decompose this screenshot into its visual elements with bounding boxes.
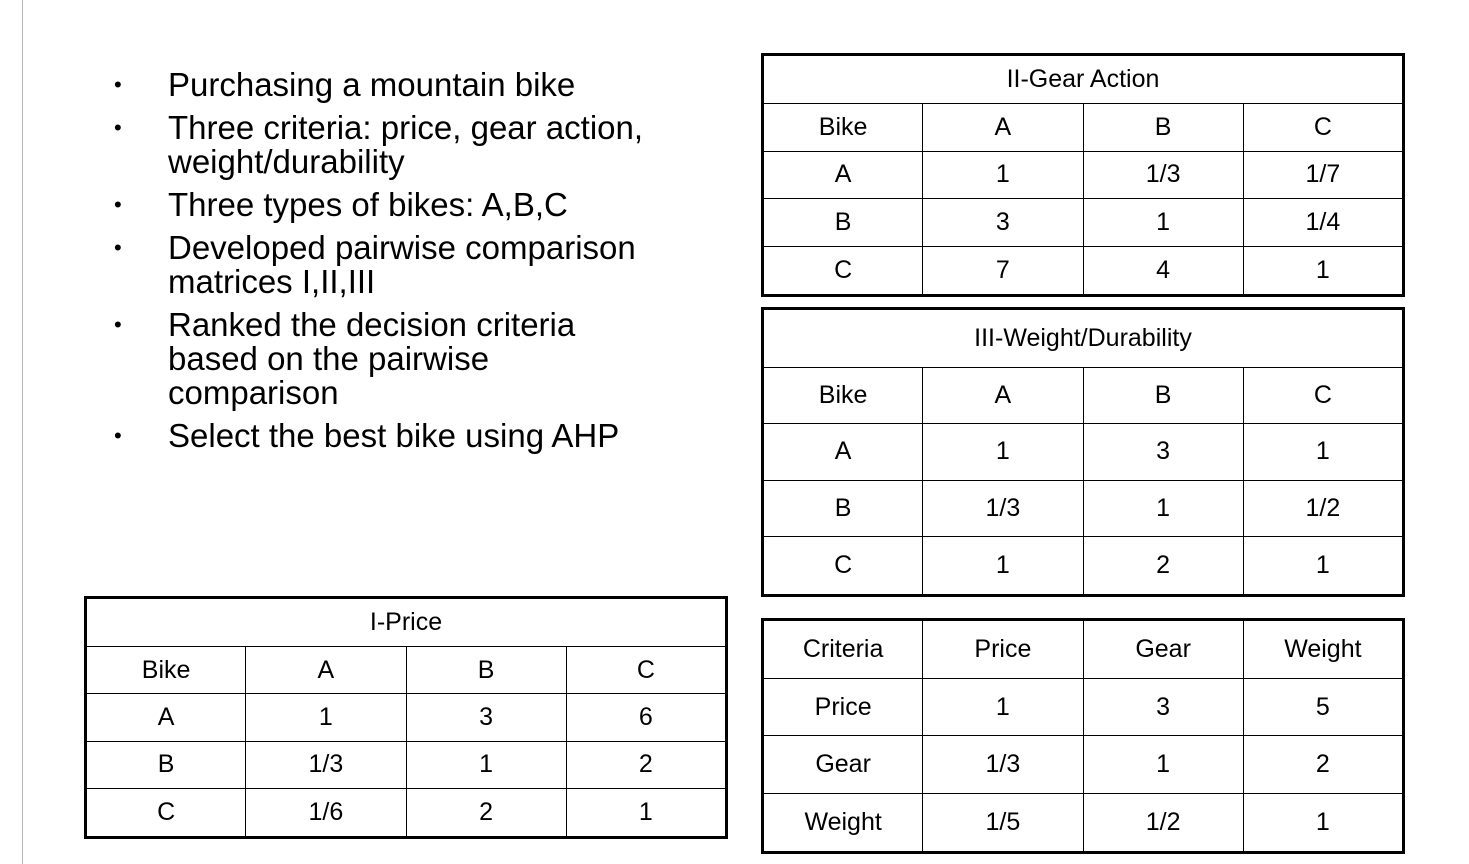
table-cell: 4 <box>1083 246 1243 295</box>
table-cell: 1/3 <box>1083 151 1243 199</box>
table-cell: 1 <box>1243 537 1403 596</box>
header-cell: Bike <box>86 646 246 693</box>
table-cell: 1/3 <box>246 741 406 788</box>
bullet-item <box>108 231 648 299</box>
table-cell: 5 <box>1243 679 1403 736</box>
table-cell: 1 <box>923 151 1083 199</box>
table-row <box>763 537 1404 596</box>
bullet-list <box>108 68 648 462</box>
table-cell: C <box>763 246 923 295</box>
table-cell: 1 <box>566 789 726 838</box>
table-cell: A <box>763 424 923 481</box>
table-cell: C <box>763 537 923 596</box>
table-header-row <box>86 646 727 693</box>
slide-left-border <box>22 0 23 864</box>
header-cell: Weight <box>1243 620 1403 679</box>
bullet-item <box>108 111 648 179</box>
table-cell: A <box>763 151 923 199</box>
bullet-item <box>108 68 648 102</box>
table-header-row <box>763 620 1404 679</box>
header-cell: C <box>1243 104 1403 152</box>
table-cell: 2 <box>566 741 726 788</box>
table-header-row <box>763 104 1404 152</box>
bullet-item <box>108 308 648 410</box>
table-title-row <box>763 55 1404 104</box>
bullet-text: Developed pairwise comparison matrices I,II,III <box>168 229 636 300</box>
table-cell: 3 <box>923 199 1083 247</box>
header-cell: B <box>1083 367 1243 424</box>
bullet-text: Three types of bikes: A,B,C <box>168 186 568 223</box>
table-row <box>763 246 1404 295</box>
bullet-text: Three criteria: price, gear action, weight/durability <box>168 109 644 180</box>
table-cell: C <box>86 789 246 838</box>
table-row <box>763 793 1404 852</box>
table-cell: Price <box>763 679 923 736</box>
table-title: II-Gear Action <box>763 55 1404 104</box>
bullet-text: Ranked the decision criteria based on the pairwise comparison <box>168 306 576 411</box>
table-title: I-Price <box>86 598 727 647</box>
table-cell: 1/3 <box>923 480 1083 537</box>
table-title-row <box>763 309 1404 368</box>
table-cell: 2 <box>1083 537 1243 596</box>
header-cell: Price <box>923 620 1083 679</box>
table-row <box>763 480 1404 537</box>
table-cell: 1 <box>1083 480 1243 537</box>
table-cell: 6 <box>566 694 726 741</box>
header-cell: A <box>246 646 406 693</box>
table-cell: 3 <box>1083 679 1243 736</box>
table-cell: 1/7 <box>1243 151 1403 199</box>
table-cell: B <box>763 199 923 247</box>
bullet-dot-icon: • <box>114 192 122 217</box>
table-cell: 1/6 <box>246 789 406 838</box>
header-cell: A <box>923 367 1083 424</box>
table-cell: 1/2 <box>1083 793 1243 852</box>
table-cell: 2 <box>1243 736 1403 793</box>
table-cell: 3 <box>406 694 566 741</box>
table-row <box>86 789 727 838</box>
table-cell: 1 <box>923 424 1083 481</box>
table-cell: 1 <box>246 694 406 741</box>
table-cell: 1/5 <box>923 793 1083 852</box>
header-cell: Bike <box>763 104 923 152</box>
table-cell: Gear <box>763 736 923 793</box>
table-cell: 1 <box>923 537 1083 596</box>
table-row <box>763 151 1404 199</box>
gear-action-comparison-table <box>761 53 1405 297</box>
table-cell: 1 <box>1243 793 1403 852</box>
table-row <box>86 694 727 741</box>
table-cell: 3 <box>1083 424 1243 481</box>
bullet-item <box>108 419 648 453</box>
table-cell: 1 <box>1243 246 1403 295</box>
table-cell: A <box>86 694 246 741</box>
table-cell: 1 <box>923 679 1083 736</box>
bullet-dot-icon: • <box>114 72 122 97</box>
header-cell: Bike <box>763 367 923 424</box>
header-cell: B <box>406 646 566 693</box>
bullet-dot-icon: • <box>114 312 122 337</box>
table-title-row <box>86 598 727 647</box>
header-cell: B <box>1083 104 1243 152</box>
table-row <box>86 741 727 788</box>
table-row <box>763 424 1404 481</box>
bullet-dot-icon: • <box>114 115 122 140</box>
header-cell: Gear <box>1083 620 1243 679</box>
table-cell: Weight <box>763 793 923 852</box>
table-cell: 1 <box>1083 199 1243 247</box>
weight-durability-comparison-table <box>761 307 1405 597</box>
price-comparison-table <box>84 596 728 839</box>
bullet-text: Purchasing a mountain bike <box>168 66 576 103</box>
table-cell: 7 <box>923 246 1083 295</box>
table-title: III-Weight/Durability <box>763 309 1404 368</box>
header-cell: Criteria <box>763 620 923 679</box>
bullet-dot-icon: • <box>114 423 122 448</box>
table-cell: 1/3 <box>923 736 1083 793</box>
table-cell: 1/2 <box>1243 480 1403 537</box>
header-cell: C <box>566 646 726 693</box>
criteria-comparison-table <box>761 618 1405 854</box>
header-cell: C <box>1243 367 1403 424</box>
bullet-text: Select the best bike using AHP <box>168 417 620 454</box>
header-cell: A <box>923 104 1083 152</box>
table-cell: 1/4 <box>1243 199 1403 247</box>
table-cell: 1 <box>1083 736 1243 793</box>
bullet-item <box>108 188 648 222</box>
table-row <box>763 199 1404 247</box>
table-cell: 2 <box>406 789 566 838</box>
table-cell: 1 <box>406 741 566 788</box>
bullet-dot-icon: • <box>114 235 122 260</box>
table-row <box>763 679 1404 736</box>
table-cell: B <box>763 480 923 537</box>
table-cell: B <box>86 741 246 788</box>
table-cell: 1 <box>1243 424 1403 481</box>
table-row <box>763 736 1404 793</box>
table-header-row <box>763 367 1404 424</box>
